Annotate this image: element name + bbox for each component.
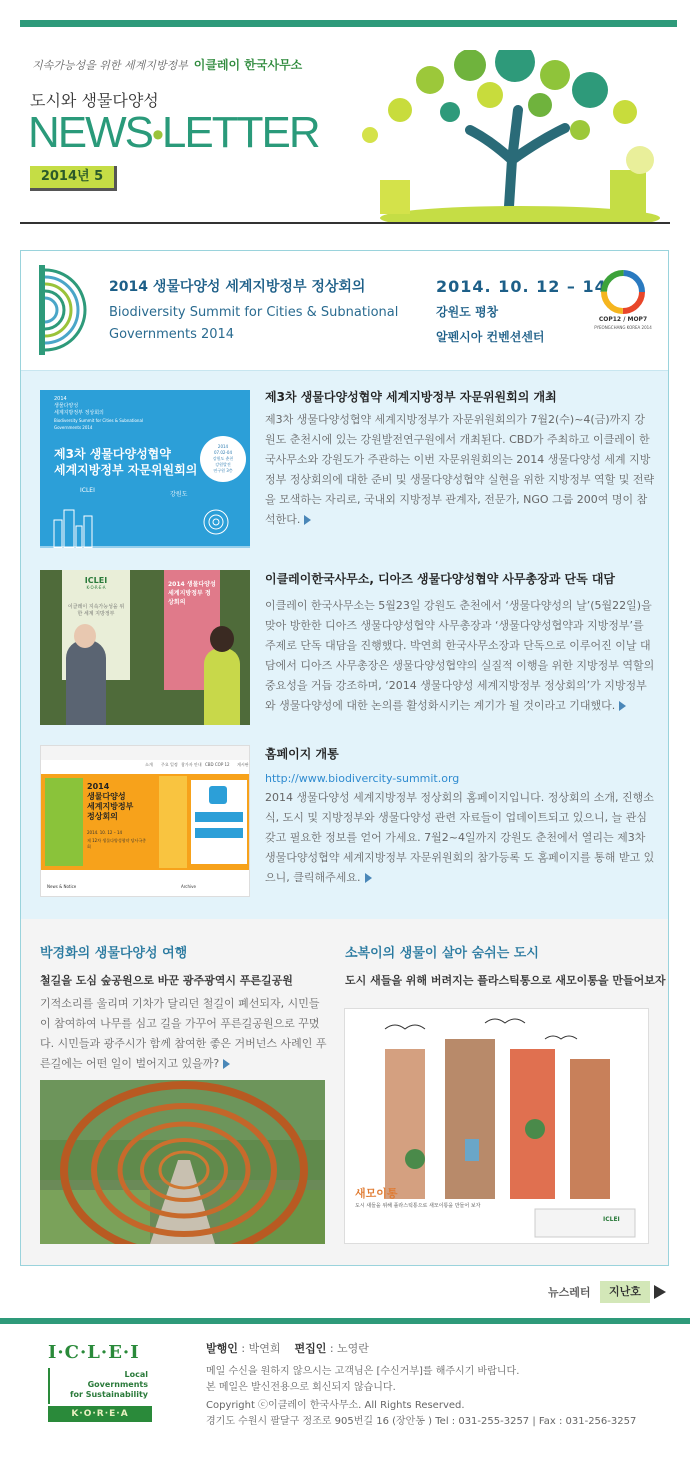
thumb1-c2: 07.02-04: [214, 450, 232, 455]
tree-leaf: [528, 93, 552, 117]
thumb3-menu3: 참가자 안내: [181, 762, 202, 767]
footer-credits: [206, 1340, 369, 1356]
tree-leaf: [416, 66, 444, 94]
thumb3-side: [45, 778, 83, 866]
tree-leaf: [613, 100, 637, 124]
tree-leaf: [477, 82, 503, 108]
iclei-logo-korea: K·O·R·E·A: [48, 1406, 152, 1422]
thumb3-big2: 생물다양성: [87, 792, 126, 801]
tree-leaf: [388, 98, 412, 122]
column-1-text: 기적소리를 울리며 기차가 달리던 철길이 폐선되자, 시민들이 참여하여 나무를 심고 길을 가꾸어 푸른길공원으로 꾸몄다. 시민들과 광주시가 함께 참여한 좋은 거버넌스 사례인 푸른길에는 어떤 일이 벌어지고 있을까?: [40, 997, 327, 1070]
tree-trunk: [470, 110, 565, 222]
cop-logo: [594, 270, 652, 332]
tree-leaf: [495, 50, 535, 82]
thumb3-menu5: 게시판: [237, 762, 249, 767]
more-arrow-icon[interactable]: [365, 873, 372, 883]
tagline-text: 지속가능성을 위한 세계지방정부: [32, 59, 188, 72]
org-name: 이클레이 한국사무소: [193, 58, 303, 72]
thumb3-menu1: 소개: [145, 762, 153, 767]
article-2-text: 이클레이 한국사무소는 5월23일 강원도 춘천에서 ‘생물다양성의 날’(5월22일)을 맞아 방한한 디아즈 생물다양성협약 사무총장과 ‘생물다양성협약과 지방정부’를 주제로 단독 대담을 진행했다. 박연희 한국사무소장과 단독으로 이루어진 이날 대담에서 디아즈 사무총장은 생물다양성협약의 실질적 이행을 위한 지방정부 역할의 중요성을 거듭 강조하며, ‘2014 생물다양성 세계지방정부 정상회의’가 지방정부와 생물다양성에 대한 논의를 활성화시키는 계기가 될 것이라고 기대했다.: [265, 599, 655, 712]
thumb3-menu2: 주요 일정: [161, 762, 178, 767]
article-1-title[interactable]: 제3차 생물다양성협약 세계지방정부 자문위원회의 개최: [265, 390, 557, 404]
illus-bird: [385, 1025, 425, 1029]
column-1-photo[interactable]: [40, 1080, 325, 1244]
thumb1-big-title: [54, 446, 197, 478]
thumb3-big3: 세계지방정부: [87, 802, 134, 811]
tree-house: [380, 180, 410, 214]
column-2-subheading: 도시 새들을 위해 버려지는 플라스틱통으로 새모이통을 만들어보자: [345, 974, 666, 987]
thumb1-big2: 세계지방정부 자문위원회의: [54, 463, 198, 477]
thumb1-line2: 생물다양성: [54, 403, 79, 409]
thumb3-hero: [41, 774, 250, 870]
thumb3-archive: Archive: [181, 884, 196, 889]
illus-bird: [485, 1019, 525, 1023]
header-tagline: [32, 56, 302, 73]
thumb2-iclei: ICLEI: [84, 576, 108, 585]
cop-emblem-icon: [601, 270, 645, 314]
newsletter-title: [28, 108, 319, 158]
thumb3-button: [195, 812, 243, 822]
thumb3-big-title: [87, 782, 133, 822]
article-3-url[interactable]: http://www.biodivercity-summit.org: [265, 772, 460, 785]
thumb1-org: ICLEI: [80, 487, 95, 494]
thumb2-slogan: 이클레이 지속가능성을 위한 세계 지방정부: [67, 604, 125, 617]
previous-arrow-icon[interactable]: [654, 1285, 666, 1299]
tree-leaf: [362, 127, 378, 143]
thumb2-korea: K·O·R·E·A: [86, 585, 106, 590]
thumb2-head-right: [210, 626, 234, 652]
column-1-subheading: 철길을 도심 숲공원으로 바꾼 광주광역시 푸른길공원: [40, 974, 293, 987]
thumb3-doc-icon: [209, 786, 227, 804]
column-1-body: [40, 994, 330, 1074]
thumb3-header: [41, 746, 250, 760]
summit-date: 2014. 10. 12 – 14: [436, 277, 607, 296]
article-2-body: [265, 596, 655, 716]
issue-label: 2014년 5: [40, 169, 104, 184]
column-2-illustration[interactable]: [344, 1008, 649, 1244]
iclei-logo-text: I·C·L·E·I: [48, 1342, 140, 1363]
title-letter: LETTER: [161, 108, 319, 157]
column-2-heading[interactable]: 소복이의 생물이 살아 숨쉬는 도시: [345, 946, 539, 961]
summit-title-en: Biodiversity Summit for Cities & Subnational Governments 2014: [109, 305, 399, 342]
article-1-thumbnail[interactable]: [40, 390, 250, 548]
article-2-title[interactable]: 이클레이한국사무소, 디아즈 생물다양성협약 사무총장과 단독 대담: [265, 572, 616, 586]
article-2-thumbnail[interactable]: [40, 570, 250, 725]
illus-bird: [545, 1036, 577, 1039]
editor-name: : 노영란: [326, 1342, 369, 1355]
thumb2-summit: 2014 생물다양성 세계지방정부 정상회의: [168, 581, 216, 606]
illus-summit-badge: [535, 1209, 635, 1237]
more-arrow-icon[interactable]: [304, 515, 311, 525]
iclei-logo-bar: [48, 1368, 50, 1404]
header-divider: [20, 222, 670, 224]
summit-logo-icon: [39, 265, 89, 355]
thumb1-c5: 연구원 3층: [213, 468, 233, 473]
thumb3-menu4: CBD COP 12: [205, 762, 230, 767]
publisher-name: : 박연희: [237, 1342, 281, 1355]
summit-region: 강원도 평창: [436, 305, 499, 319]
editor-label: 편집인: [294, 1342, 327, 1355]
thumb2-head-left: [74, 624, 96, 648]
tree-sun: [626, 146, 654, 174]
iclei-sub1: Local: [124, 1370, 148, 1379]
thumb1-c3: 강원도 춘천: [212, 456, 234, 461]
thumb1-line4: Biodiversity Summit for Cities & Subnational Governments 2014: [54, 418, 144, 430]
tree-leaf: [454, 50, 486, 81]
tree-leaf: [570, 120, 590, 140]
iclei-logo-sub: [70, 1370, 148, 1400]
thumb2-person-left: [66, 640, 106, 725]
title-dot: •: [152, 115, 162, 154]
illus-feeder: [405, 1149, 425, 1169]
issue-badge: [30, 166, 117, 191]
previous-issue-button[interactable]: 지난호: [600, 1281, 650, 1303]
thumb3-menu: [41, 762, 250, 772]
cop-label: COP12 / MOP7: [598, 316, 648, 323]
thumb3-big1: 2014: [87, 782, 110, 791]
iclei-logo: [48, 1342, 152, 1424]
publisher-label: 발행인: [206, 1342, 238, 1355]
footer: [0, 1324, 690, 1460]
article-3-thumbnail[interactable]: [40, 745, 250, 897]
article-1-body: [265, 410, 655, 530]
thumb2-person-right: [204, 648, 240, 725]
address: 경기도 수원시 팔달구 정조로 905번길 16 (장안동 ) Tel : 031-255-3257 | Fax : 031-256-3257: [206, 1416, 637, 1427]
iclei-sub2: Governments: [87, 1380, 148, 1389]
tree-leaf: [540, 60, 570, 90]
thumb3-big4: 정상회의: [87, 812, 118, 821]
title-news: NEWS: [28, 108, 152, 157]
newsletter-subtitle: 도시와 생물다양성: [30, 91, 159, 110]
top-accent-bar: [20, 20, 677, 27]
newsletter-label: 뉴스레터: [548, 1286, 591, 1299]
tree-house: [610, 170, 646, 214]
thumb1-skyline-icon: [40, 500, 250, 548]
thumb3-news: News & Notice: [47, 884, 77, 889]
more-arrow-icon[interactable]: [619, 701, 626, 711]
illus-trunk: [445, 1039, 495, 1199]
thumb1-brand: 강원도: [170, 491, 188, 498]
illus-org: ICLEI: [603, 1216, 620, 1223]
summit-venue: 알펜시아 컨벤션센터: [436, 330, 545, 344]
article-3-title[interactable]: 홈페이지 개통: [265, 747, 339, 761]
illus-trunk: [570, 1059, 610, 1199]
no-reply-notice: 본 메일은 발신전용으로 회신되지 않습니다.: [206, 1382, 396, 1393]
thumb1-line1: 2014: [54, 396, 67, 402]
thumb3-place: 제 12차 생물다양성협약 당사국총회: [87, 838, 147, 849]
illus-caption: 도시 새들을 위해 플라스틱통으로 새모이통을 만들어 보자: [355, 1203, 481, 1209]
illus-trunk: [385, 1049, 425, 1199]
thumb3-deco: [159, 776, 187, 868]
park-arches-photo: [40, 1080, 325, 1244]
copyright: Copyright ⓒ이클레이 한국사무소. All Rights Reserved.: [206, 1400, 465, 1411]
thumb1-c4: 강원발전: [215, 462, 231, 467]
cop-sublabel: PYEONGCHANG KOREA 2014: [594, 325, 652, 330]
more-arrow-icon[interactable]: [223, 1059, 230, 1069]
tree-leaf: [440, 102, 460, 122]
thumb3-widget: [191, 780, 247, 864]
article-3-text: 2014 생물다양성 세계지방정부 정상회의 홈페이지입니다. 정상회의 소개, 진행소식, 도시 및 지방정부와 생물다양성 관련 자료들이 업데이트되고 있으니, 늘 관심 갖고 필요한 정보를 얻어 가세요. 7월2~4일까지 강원도 춘천에서 열리는 제3차 생물다양성협약 세계지방정부 자문위원회의 참가등록 도 홈페이지를 통해 받고 있으니, 클릭해주세요.: [265, 791, 655, 884]
tree-leaf: [572, 72, 608, 108]
column-1-heading[interactable]: 박경화의 생물다양성 여행: [40, 946, 188, 961]
illus-feeder: [465, 1139, 479, 1161]
article-3-body: [265, 788, 655, 888]
illus-feeder: [525, 1119, 545, 1139]
illus-title: 새모이통: [355, 1187, 398, 1200]
summit-title: 2014 생물다양성 세계지방정부 정상회의: [109, 279, 366, 295]
thumb1-big1: 제3차 생물다양성협약: [54, 447, 171, 461]
thumb1-line3: 세계지방정부 정상회의: [54, 410, 104, 416]
tree-illustration: [340, 50, 660, 222]
thumb1-c1: 2014: [217, 444, 229, 449]
unsubscribe-notice[interactable]: 메일 수신을 원하지 않으시는 고객님은 [수신거부]를 해주시기 바랍니다.: [206, 1366, 520, 1377]
thumb1-date-circle: [200, 436, 246, 482]
iclei-sub3: for Sustainability: [70, 1390, 148, 1399]
thumb3-date: 2014. 10. 12 – 14: [87, 830, 123, 835]
thumb3-button: [195, 828, 243, 838]
article-1-text: 제3차 생물다양성협약 세계지방정부가 자문위원회의가 7월2(수)~4(금)까지 강원도 춘천시에 있는 강원발전연구원에서 개최된다. CBD가 주최하고 이클레이 한국사무소와 강원도가 주관하는 이번 자문위원회의는 2014 생물다양성 세계 지방정부 정상회의에 대한 준비 및 생물다양성협약 실현을 위한 지방정부 역할 및 전략을 모색하는 자리로, 국내외 지방정부 관계자, 전문가, NGO 그룹 200여 명이 참석한다.: [265, 413, 655, 526]
thumb1-header: [54, 396, 154, 431]
